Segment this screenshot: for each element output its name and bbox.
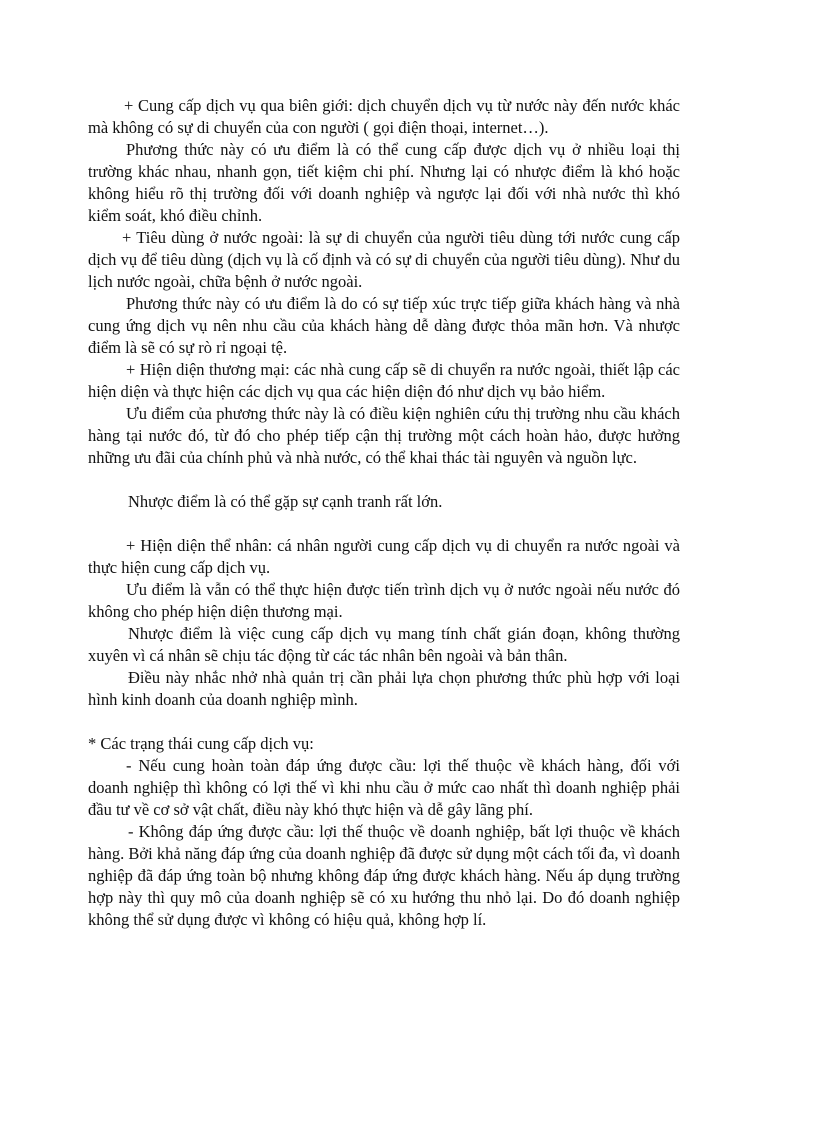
- paragraph-cross-border-pros-cons: Phương thức này có ưu điểm là có thể cung cấp được dịch vụ ở nhiều loại thị trường khác nhau, nhanh gọn, tiết kiệm chi phí. Nhưng lại có nhược điểm là khó hoặc không hiểu rõ thị trường đối với doanh nghiệp và ngược lại đối với nhà nước thì khó kiểm soát, khó điều chỉnh.: [88, 140, 680, 225]
- paragraph-natural-persons-cons: Nhược điểm là việc cung cấp dịch vụ mang tính chất gián đoạn, không thường xuyên vì cá nhân sẽ chịu tác động từ các tác nhân bên ngoài và bản thân.: [88, 624, 680, 665]
- paragraph-commercial-presence-cons: Nhược điểm là có thể gặp sự cạnh tranh rất lớn.: [128, 492, 443, 511]
- paragraph-commercial-presence-pros: Ưu điểm của phương thức này là có điều kiện nghiên cứu thị trường nhu cầu khách hàng tại nước đó, từ đó cho phép tiếp cận thị trường một cách hoàn hảo, được hưởng những ưu đãi của chính phủ và nhà nước, có thể khai thác tài nguyên và nguồn lực.: [88, 404, 680, 467]
- paragraph-commercial-presence: + Hiện diện thương mại: các nhà cung cấp sẽ di chuyển ra nước ngoài, thiết lập các hiện diện và thực hiện các dịch vụ qua các hiện diện đó như dịch vụ bảo hiểm.: [88, 360, 680, 401]
- paragraph-cross-border-supply: + Cung cấp dịch vụ qua biên giới: dịch chuyển dịch vụ từ nước này đến nước khác mà không có sự di chuyển của con người ( gọi điện thoại, internet…).: [88, 96, 680, 137]
- paragraph-supply-not-meet-demand: - Không đáp ứng được cầu: lợi thế thuộc về doanh nghiệp, bất lợi thuộc về khách hàng. Bởi khả năng đáp ứng của doanh nghiệp đã được sử dụng một cách tối đa, vì doanh nghiệp đã đáp ứng toàn bộ nhưng không đáp ứng được khách hàng. Nếu áp dụng trường hợp này thì quy mô của doanh nghiệp sẽ có xu hướng thu nhỏ lại. Do đó doanh nghiệp không thể sử dụng được vì không có hiệu quả, không hợp lí.: [88, 822, 680, 929]
- heading-supply-states: * Các trạng thái cung cấp dịch vụ:: [88, 734, 314, 753]
- paragraph-supply-meets-demand: - Nếu cung hoàn toàn đáp ứng được cầu: lợi thế thuộc về khách hàng, đối với doanh nghiệp thì không có lợi thế vì khi nhu cầu ở mức cao nhất thì doanh nghiệp phải đầu tư về cơ sở vật chất, điều này khó thực hiện và dễ gây lãng phí.: [88, 756, 680, 819]
- paragraph-natural-persons-pros: Ưu điểm là vẫn có thể thực hiện được tiến trình dịch vụ ở nước ngoài nếu nước đó không cho phép hiện diện thương mại.: [88, 580, 680, 621]
- paragraph-consumption-abroad-pros-cons: Phương thức này có ưu điểm là do có sự tiếp xúc trực tiếp giữa khách hàng và nhà cung ứng dịch vụ nên nhu cầu của khách hàng dễ dàng được thỏa mãn hơn. Và nhược điểm là sẽ có sự rò rỉ ngoại tệ.: [88, 294, 680, 357]
- paragraph-natural-persons: + Hiện diện thể nhân: cá nhân người cung cấp dịch vụ di chuyển ra nước ngoài và thực hiện cung cấp dịch vụ.: [88, 536, 680, 577]
- document-body: [88, 95, 680, 931]
- paragraph-manager-reminder: Điều này nhắc nhở nhà quản trị cần phải lựa chọn phương thức phù hợp với loại hình kinh doanh của doanh nghiệp mình.: [88, 668, 680, 709]
- paragraph-consumption-abroad: + Tiêu dùng ở nước ngoài: là sự di chuyển của người tiêu dùng tới nước cung cấp dịch vụ để tiêu dùng (dịch vụ là cố định và có sự di chuyển của người tiêu dùng). Như du lịch nước ngoài, chữa bệnh ở nước ngoài.: [88, 228, 680, 291]
